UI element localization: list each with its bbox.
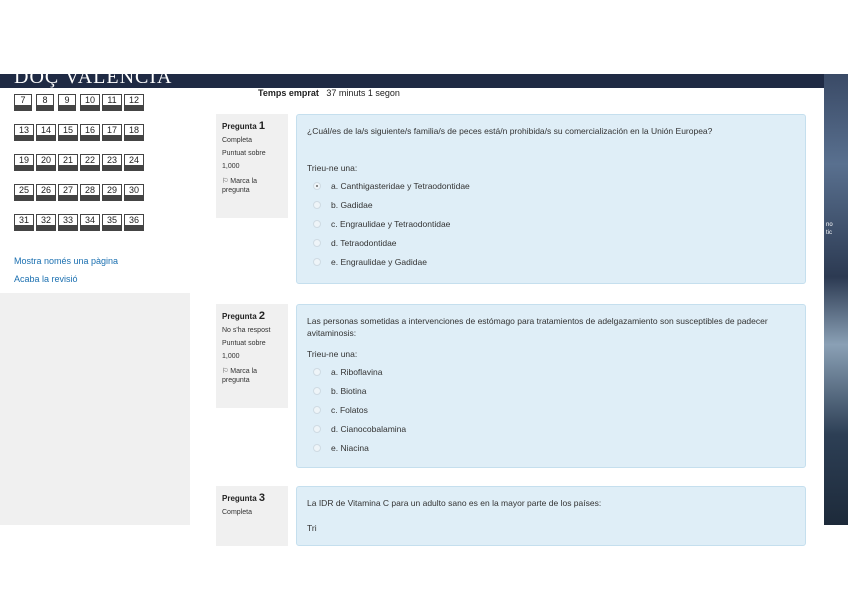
question-nav-button[interactable]: 20 bbox=[36, 154, 56, 171]
answer-option[interactable] bbox=[307, 363, 795, 382]
question-1-info bbox=[216, 114, 288, 218]
question-3-text: La IDR de Vitamina C para un adulto sano es en la mayor parte de los países: bbox=[307, 498, 602, 508]
edge-text-2: tic bbox=[826, 230, 832, 236]
radio-button[interactable] bbox=[313, 220, 321, 228]
background-window-edge bbox=[824, 74, 848, 525]
answer-option[interactable] bbox=[307, 253, 795, 272]
question-nav-button[interactable]: 12 bbox=[124, 94, 144, 111]
edge-text-1: no bbox=[826, 222, 833, 228]
question-1-options bbox=[307, 177, 795, 272]
logo-text: VALENCIA bbox=[64, 66, 173, 88]
answer-option[interactable] bbox=[307, 439, 795, 458]
answer-option[interactable] bbox=[307, 196, 795, 215]
question-1-number: Pregunta 1 bbox=[222, 120, 266, 132]
flag-icon: ⚐ bbox=[222, 368, 229, 375]
question-1-state: Completa bbox=[222, 137, 252, 144]
question-2-number: Pregunta 2 bbox=[222, 310, 266, 322]
question-nav-button[interactable]: 11 bbox=[102, 94, 122, 111]
radio-button[interactable] bbox=[313, 387, 321, 395]
answer-option-label: c. Folatos bbox=[331, 405, 368, 415]
radio-button[interactable] bbox=[313, 425, 321, 433]
answer-option-label: c. Engraulidae y Tetraodontidae bbox=[331, 219, 451, 229]
question-3-info bbox=[216, 486, 288, 546]
question-1-points: 1,000 bbox=[222, 163, 240, 170]
question-nav-button[interactable]: 25 bbox=[14, 184, 34, 201]
answer-option[interactable] bbox=[307, 382, 795, 401]
question-nav-button[interactable]: 9 bbox=[58, 94, 76, 111]
question-nav-button[interactable]: 15 bbox=[58, 124, 78, 141]
browser-viewport bbox=[0, 66, 824, 533]
question-nav-button[interactable]: 10 bbox=[80, 94, 100, 111]
question-2-text: Las personas sometidas a intervenciones de estómago para tratamientos de adelgazamiento son susceptibles de padecer avitaminosis: bbox=[307, 316, 768, 338]
question-1-text: ¿Cuál/es de la/s siguiente/s familia/s de peces está/n prohibida/s su comercialización en la Unión Europea? bbox=[307, 126, 713, 136]
site-header bbox=[0, 66, 824, 88]
time-taken-row bbox=[258, 88, 400, 98]
question-2-state: No s'ha respost bbox=[222, 327, 271, 334]
question-nav-button[interactable]: 30 bbox=[124, 184, 144, 201]
question-nav-button[interactable]: 18 bbox=[124, 124, 144, 141]
question-nav-button[interactable]: 13 bbox=[14, 124, 34, 141]
answer-option-label: a. Riboflavina bbox=[331, 367, 383, 377]
question-nav-button[interactable]: 8 bbox=[36, 94, 54, 111]
answer-option[interactable] bbox=[307, 215, 795, 234]
question-nav-button[interactable]: 32 bbox=[36, 214, 56, 231]
question-1-content bbox=[296, 114, 806, 284]
answer-option-label: e. Engraulidae y Gadidae bbox=[331, 257, 427, 267]
logo-prefix: DOÇ bbox=[14, 66, 60, 88]
answer-option-label: e. Niacina bbox=[331, 443, 369, 453]
finish-review-link[interactable]: Acaba la revisió bbox=[14, 274, 78, 284]
question-nav-button[interactable]: 28 bbox=[80, 184, 100, 201]
question-nav-button[interactable]: 26 bbox=[36, 184, 56, 201]
radio-button[interactable] bbox=[313, 258, 321, 266]
answer-option-label: a. Canthigasteridae y Tetraodontidae bbox=[331, 181, 470, 191]
question-nav-button[interactable]: 34 bbox=[80, 214, 100, 231]
question-3-content bbox=[296, 486, 806, 546]
radio-button[interactable] bbox=[313, 406, 321, 414]
question-nav-button[interactable]: 23 bbox=[102, 154, 122, 171]
quiz-navigation bbox=[0, 88, 190, 293]
question-2-options bbox=[307, 363, 795, 458]
show-one-page-link[interactable]: Mostra només una pàgina bbox=[14, 256, 119, 266]
question-2-flag[interactable]: ⚐ Marca la pregunta bbox=[222, 368, 258, 384]
question-2-content bbox=[296, 304, 806, 468]
answer-option[interactable] bbox=[307, 177, 795, 196]
question-2-prompt: Trieu-ne una: bbox=[307, 349, 358, 359]
question-nav-button[interactable]: 27 bbox=[58, 184, 78, 201]
question-nav-button[interactable]: 19 bbox=[14, 154, 34, 171]
main-region bbox=[190, 88, 824, 533]
question-nav-button[interactable]: 35 bbox=[102, 214, 122, 231]
left-column bbox=[0, 88, 190, 525]
question-nav-button[interactable]: 21 bbox=[58, 154, 78, 171]
question-nav-button[interactable]: 36 bbox=[124, 214, 144, 231]
answer-option[interactable] bbox=[307, 401, 795, 420]
question-3-number: Pregunta 3 bbox=[222, 492, 266, 504]
radio-button[interactable] bbox=[313, 368, 321, 376]
radio-button[interactable] bbox=[313, 182, 321, 190]
radio-button[interactable] bbox=[313, 201, 321, 209]
question-nav-button[interactable]: 33 bbox=[58, 214, 78, 231]
time-taken-label: Temps emprat bbox=[258, 88, 319, 98]
question-nav-button[interactable]: 29 bbox=[102, 184, 122, 201]
answer-option[interactable] bbox=[307, 420, 795, 439]
radio-button[interactable] bbox=[313, 444, 321, 452]
answer-option-label: d. Tetraodontidae bbox=[331, 238, 397, 248]
question-1-prompt: Trieu-ne una: bbox=[307, 163, 358, 173]
question-nav-button[interactable]: 22 bbox=[80, 154, 100, 171]
question-2-points: 1,000 bbox=[222, 353, 240, 360]
question-nav-button[interactable]: 17 bbox=[102, 124, 122, 141]
question-nav-button[interactable]: 16 bbox=[80, 124, 100, 141]
flag-icon: ⚐ bbox=[222, 178, 229, 185]
question-2-points-label: Puntuat sobre bbox=[222, 340, 266, 347]
time-taken-value: 37 minuts 1 segon bbox=[326, 88, 400, 98]
question-2-info bbox=[216, 304, 288, 408]
question-nav-button[interactable]: 7 bbox=[14, 94, 32, 111]
site-logo[interactable] bbox=[14, 66, 173, 89]
answer-option[interactable] bbox=[307, 234, 795, 253]
question-1-flag[interactable]: ⚐ Marca la pregunta bbox=[222, 178, 258, 194]
answer-option-label: d. Cianocobalamina bbox=[331, 424, 407, 434]
answer-option-label: b. Gadidae bbox=[331, 200, 373, 210]
question-nav-button[interactable]: 14 bbox=[36, 124, 56, 141]
answer-option-label: b. Biotina bbox=[331, 386, 367, 396]
question-nav-button[interactable]: 31 bbox=[14, 214, 34, 231]
question-3-state: Completa bbox=[222, 509, 252, 516]
radio-button[interactable] bbox=[313, 239, 321, 247]
question-3-prompt: Tri bbox=[307, 523, 317, 533]
question-nav-button[interactable]: 24 bbox=[124, 154, 144, 171]
question-1-points-label: Puntuat sobre bbox=[222, 150, 266, 157]
